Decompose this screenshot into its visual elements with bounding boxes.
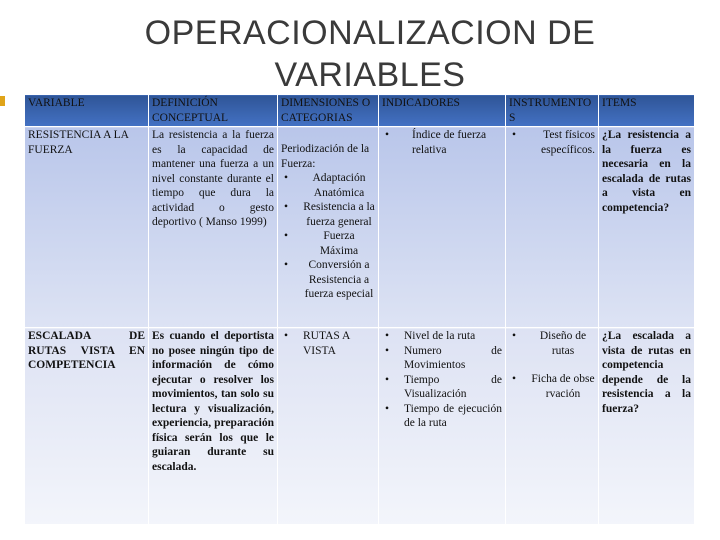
list-item: • Adaptación Anatómica — [281, 171, 375, 200]
header-indicadores: INDICADORES — [379, 95, 506, 127]
cell-definicion: La resistencia a la fuerza es la capacidad de mantener una fuerza a un nivel constante durante el tiempo que dura la actividad o gesto deportivo ( Manso 1999) — [149, 127, 278, 328]
list-item: • Tiempo de ejecución de la ruta — [382, 402, 502, 431]
list-item: • Ficha de observación — [509, 372, 595, 401]
cell-dimensiones — [278, 127, 379, 328]
list-item: • Test físicos específicos. — [509, 128, 595, 157]
list-item: • Fuerza Máxima — [281, 229, 375, 258]
list-item: • Resistencia a la fuerza general — [281, 200, 375, 229]
cell-items: ¿La escalada a vista de rutas en competencia depende de la resistencia a la fuerza? — [599, 328, 695, 525]
list-item: • Conversión a Resistencia a fuerza especial — [281, 258, 375, 302]
operationalization-table — [24, 94, 695, 525]
cell-variable: ESCALADA DE RUTAS VISTA EN COMPETENCIA — [25, 328, 149, 525]
slide-title: OPERACIONALIZACION DE VARIABLES — [144, 14, 596, 94]
list-item: • Índice de fuerza relativa — [382, 128, 502, 157]
list-item: • Diseño de rutas — [509, 329, 595, 358]
cell-instrumentos — [506, 328, 599, 525]
cell-indicadores — [379, 328, 506, 525]
list-item: • Nivel de la ruta — [382, 329, 502, 344]
list-item: • RUTAS A VISTA — [281, 329, 375, 358]
list-item: • Numero de Movimientos — [382, 344, 502, 373]
header-dimensiones: DIMENSIONES O CATEGORIAS — [278, 95, 379, 127]
table-row — [25, 127, 695, 328]
table-row — [25, 328, 695, 525]
dimensiones-intro: Periodización de la Fuerza: — [281, 143, 370, 170]
cell-instrumentos — [506, 127, 599, 328]
accent-bar — [0, 96, 5, 106]
list-item: • Tiempo de Visualización — [382, 373, 502, 402]
cell-items: ¿La resistencia a la fuerza es necesaria en la escalada de rutas a vista en competencia? — [599, 127, 695, 328]
cell-indicadores — [379, 127, 506, 328]
header-definicion: DEFINICIÓN CONCEPTUAL — [149, 95, 278, 127]
header-items: ITEMS — [599, 95, 695, 127]
header-variable: VARIABLE — [25, 95, 149, 127]
cell-variable: RESISTENCIA A LA FUERZA — [25, 127, 149, 328]
header-instrumentos: INSTRUMENTOS — [506, 95, 599, 127]
header-row — [25, 95, 695, 127]
cell-dimensiones — [278, 328, 379, 525]
cell-definicion: Es cuando el deportista no posee ningún tipo de información de cómo ejecutar o resolver los movimientos, tan solo su lectura y visualización, experiencia, preparación física serán los que le guiaran durante su escalada. — [149, 328, 278, 525]
